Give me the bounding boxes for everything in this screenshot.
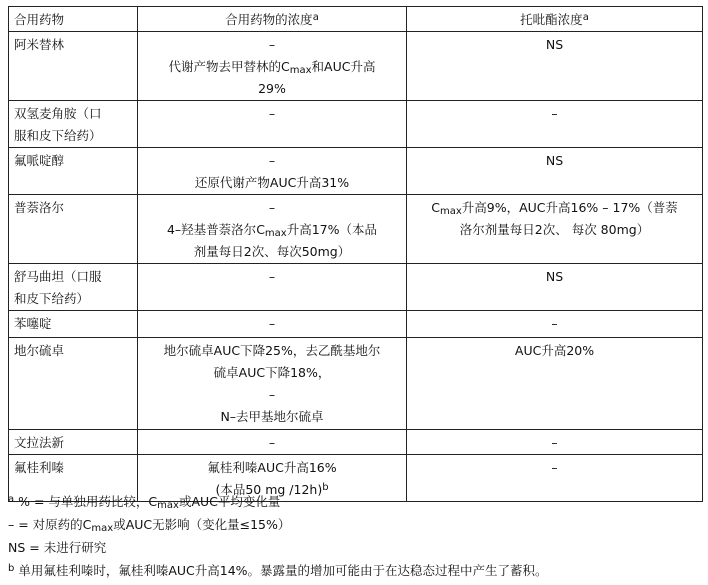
cell-line [143, 172, 401, 194]
text: 合用药物的浓度 [225, 12, 313, 27]
drug-name-cell [9, 148, 138, 195]
cell-line [412, 103, 697, 125]
text: 合用药物 [14, 12, 65, 27]
text: 29% [258, 81, 286, 96]
column-header [9, 7, 138, 32]
cell-line [143, 219, 401, 241]
text: 和皮下给药） [14, 291, 90, 306]
comedication-concentration-cell [138, 430, 407, 455]
footnote-marker: a [8, 494, 15, 505]
text: % = 与单独用药比较，C [14, 494, 158, 509]
text: – [268, 37, 276, 52]
table-row [9, 338, 703, 430]
topiramate-concentration-cell [407, 195, 703, 264]
text: – [268, 269, 276, 284]
topiramate-concentration-cell [407, 32, 703, 101]
cell-line [14, 34, 132, 56]
column-header [138, 7, 407, 32]
cell-line [14, 9, 132, 31]
cell-line [143, 103, 401, 125]
text: 阿米替林 [14, 37, 65, 52]
table-row [9, 148, 703, 195]
cell-line [143, 432, 401, 454]
text: 氟桂利嗪AUC升高16% [207, 460, 337, 475]
text: C [431, 200, 440, 215]
drug-name-cell [9, 32, 138, 101]
text: – [268, 316, 276, 331]
text: 地尔硫卓 [14, 343, 65, 358]
text: 代谢产物去甲替林的C [168, 59, 290, 74]
comedication-concentration-cell [138, 32, 407, 101]
cell-line [143, 197, 401, 219]
cell-line [14, 457, 132, 479]
cell-line [14, 150, 132, 172]
text: – [551, 460, 558, 475]
comedication-concentration-cell [138, 264, 407, 311]
text: 服和皮下给药） [14, 128, 102, 143]
table-row [9, 32, 703, 101]
drug-name-cell [9, 195, 138, 264]
cell-line [412, 219, 697, 241]
footnotes [8, 490, 548, 582]
drug-name-cell [9, 264, 138, 311]
drug-interaction-table [8, 6, 703, 502]
cell-line [143, 340, 401, 362]
cell-line [143, 384, 401, 406]
text: – [551, 106, 558, 121]
text: 托吡酯浓度 [520, 12, 583, 27]
cell-line [412, 432, 697, 454]
text: 舒马曲坦（口服 [14, 269, 102, 284]
topiramate-concentration-cell [407, 148, 703, 195]
text: – [268, 435, 276, 450]
text: 硫卓AUC下降18%， [213, 365, 331, 380]
text: NS [545, 153, 564, 168]
text: 双氢麦角胺（口 [14, 106, 102, 121]
cell-line [412, 34, 697, 56]
cell-line [143, 362, 401, 384]
text: 剂量每日2次、每次50mg） [193, 244, 351, 259]
cell-line [412, 197, 697, 219]
subscript: max [91, 523, 114, 534]
text: 升高9%，AUC升高16% – 17%（普萘 [461, 200, 678, 215]
drug-name-cell [9, 311, 138, 338]
topiramate-concentration-cell [407, 430, 703, 455]
text: 苯噻啶 [14, 316, 52, 331]
drug-name-cell [9, 101, 138, 148]
text: NS = 未进行研究 [8, 540, 107, 555]
text: 4–羟基普萘洛尔C [166, 222, 265, 237]
table-row [9, 311, 703, 338]
text: 和AUC升高 [311, 59, 376, 74]
text: 地尔硫卓AUC下降25%，去乙酰基地尔 [163, 343, 381, 358]
footnote [8, 490, 548, 513]
cell-line [143, 9, 401, 31]
footnote-marker: a [312, 12, 319, 23]
cell-line [412, 266, 697, 288]
text: – [268, 387, 276, 402]
column-header [407, 7, 703, 32]
cell-line [14, 288, 132, 310]
cell-line [14, 266, 132, 288]
footnote [8, 536, 548, 559]
cell-line [143, 34, 401, 56]
cell-line [14, 313, 132, 335]
footnote-marker: a [582, 12, 589, 23]
text: 升高17%（本品 [286, 222, 378, 237]
cell-line [14, 340, 132, 362]
footnote [8, 513, 548, 536]
cell-line [412, 457, 697, 479]
cell-line [412, 313, 697, 335]
cell-line [14, 432, 132, 454]
topiramate-concentration-cell [407, 101, 703, 148]
text: – = 对原药的C [8, 517, 92, 532]
cell-line [143, 266, 401, 288]
comedication-concentration-cell [138, 195, 407, 264]
drug-name-cell [9, 430, 138, 455]
topiramate-concentration-cell [407, 311, 703, 338]
comedication-concentration-cell [138, 148, 407, 195]
text: NS [545, 269, 564, 284]
text: N–去甲基地尔硫卓 [220, 409, 324, 424]
header-row [9, 7, 703, 32]
table-row [9, 101, 703, 148]
text: 或AUC无影响（变化量≤15%） [113, 517, 291, 532]
cell-line [143, 241, 401, 263]
text: 文拉法新 [14, 435, 65, 450]
cell-line [143, 457, 401, 479]
footnote-marker: b [322, 482, 329, 493]
text: – [268, 106, 276, 121]
cell-line [143, 406, 401, 428]
comedication-concentration-cell [138, 101, 407, 148]
subscript: max [439, 206, 462, 217]
topiramate-concentration-cell [407, 264, 703, 311]
text: 单用氟桂利嗪时，氟桂利嗪AUC升高14%。暴露量的增加可能由于在达稳态过程中产生了蓄积。 [14, 563, 548, 578]
cell-line [143, 150, 401, 172]
text: 洛尔剂量每日2次、 每次 80mg） [459, 222, 650, 237]
table-row [9, 264, 703, 311]
text: 还原代谢产物AUC升高31% [194, 175, 350, 190]
cell-line [412, 150, 697, 172]
topiramate-concentration-cell [407, 338, 703, 430]
cell-line [143, 56, 401, 78]
text: – [268, 153, 276, 168]
text: 氟桂利嗪 [14, 460, 65, 475]
cell-line [14, 125, 132, 147]
table-row [9, 195, 703, 264]
footnote-marker: b [8, 563, 15, 574]
text: 或AUC平均变化量 [178, 494, 281, 509]
drug-name-cell [9, 338, 138, 430]
cell-line [412, 9, 697, 31]
cell-line [412, 340, 697, 362]
subscript: max [157, 500, 179, 511]
subscript: max [264, 228, 287, 239]
comedication-concentration-cell [138, 311, 407, 338]
subscript: max [289, 65, 312, 76]
text: AUC升高20% [514, 343, 595, 358]
text: 氟哌啶醇 [14, 153, 65, 168]
cell-line [14, 103, 132, 125]
cell-line [143, 313, 401, 335]
cell-line [143, 78, 401, 100]
text: NS [545, 37, 564, 52]
comedication-concentration-cell [138, 338, 407, 430]
text: (本品50 mg /12h) [215, 482, 323, 497]
footnote [8, 559, 548, 582]
text: – [551, 316, 558, 331]
text: 普萘洛尔 [14, 200, 65, 215]
table-row [9, 430, 703, 455]
text: – [551, 435, 558, 450]
text: – [268, 200, 276, 215]
cell-line [14, 197, 132, 219]
